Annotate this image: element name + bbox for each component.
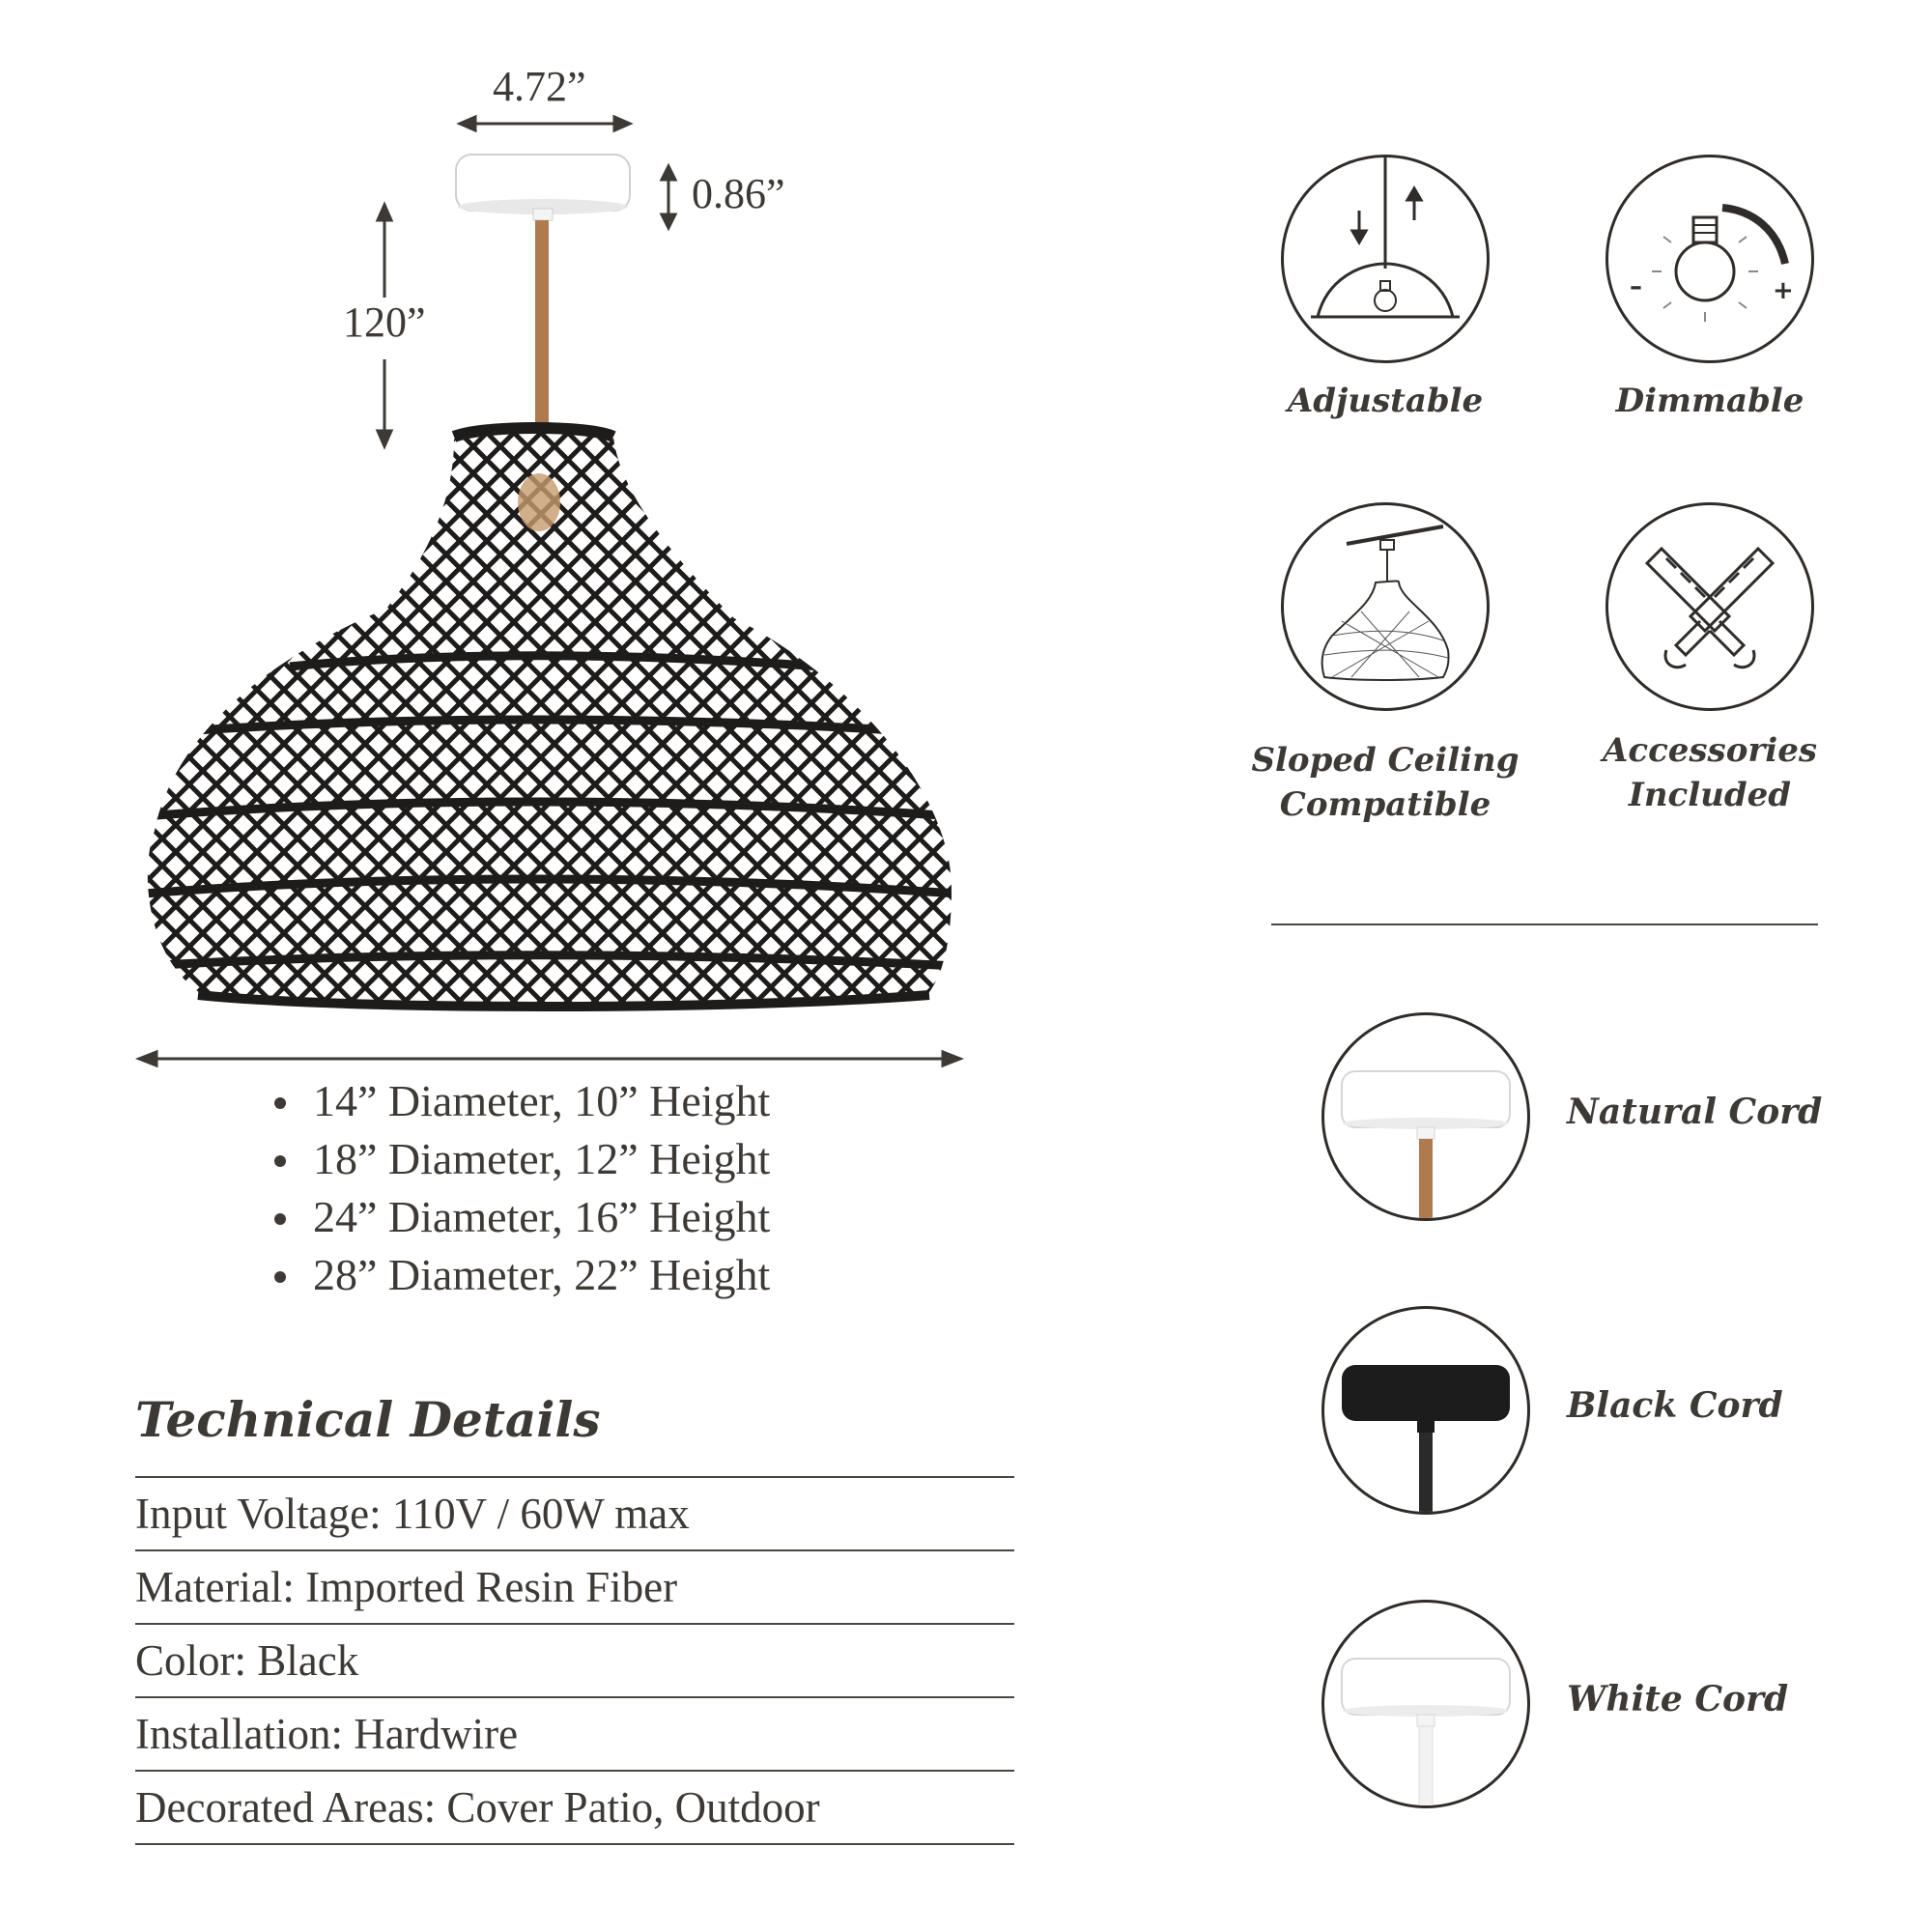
svg-text:–: – (1630, 272, 1642, 301)
table-row (135, 1625, 1014, 1698)
spec-text: Input Voltage: 110V / 60W max (135, 1490, 690, 1538)
cord-length-label: 120” (343, 298, 426, 346)
feature-label-line: Compatible (1279, 785, 1492, 824)
feature-label-line: Accessories (1603, 731, 1817, 770)
spec-text: Color: Black (135, 1636, 359, 1685)
spec-text: Installation: Hardwire (135, 1710, 519, 1758)
canopy-height-label: 0.86” (692, 170, 785, 217)
cord-label-black: Black Cord (1567, 1385, 1783, 1426)
dimmable-bulb-icon (1605, 155, 1814, 363)
table-row (135, 1772, 1014, 1845)
rattan-shade (145, 427, 956, 1008)
feature-label-line: Included (1628, 776, 1792, 814)
feature-label-sloped-ceiling (1231, 738, 1540, 827)
table-row (135, 1698, 1014, 1772)
adjustable-height-icon (1281, 155, 1490, 363)
accessories-icon (1605, 502, 1814, 711)
feature-label-accessories (1555, 728, 1864, 817)
feature-label-adjustable: Adjustable (1287, 382, 1484, 420)
size-item: 28” Diameter, 22” Height (270, 1246, 770, 1304)
cord-label-white: White Cord (1567, 1679, 1789, 1719)
cord-label-natural: Natural Cord (1567, 1092, 1823, 1132)
spec-text: Material: Imported Resin Fiber (135, 1563, 678, 1611)
technical-details-title: Technical Details (135, 1391, 601, 1448)
size-list (270, 1072, 770, 1304)
canopy-width-arrow (460, 117, 630, 130)
white-cord-swatch (1321, 1600, 1530, 1808)
natural-cord-swatch (1321, 1012, 1530, 1221)
pendant-light-illustration (0, 0, 995, 1072)
black-cord-swatch (1321, 1306, 1530, 1515)
sloped-ceiling-icon (1281, 502, 1490, 711)
canopy-width-label: 4.72” (493, 63, 586, 110)
spec-text: Decorated Areas: Cover Patio, Outdoor (135, 1783, 820, 1832)
size-item: 24” Diameter, 16” Height (270, 1188, 770, 1246)
svg-text:+: + (1773, 276, 1794, 305)
size-item: 14” Diameter, 10” Height (270, 1072, 770, 1130)
feature-label-dimmable: Dimmable (1615, 382, 1804, 420)
size-item: 18” Diameter, 12” Height (270, 1130, 770, 1188)
canopy-height-arrow (662, 166, 675, 228)
feature-label-line: Sloped Ceiling (1251, 741, 1520, 780)
diameter-arrow (139, 1052, 960, 1065)
technical-details-table (135, 1476, 1014, 1845)
canopy (456, 155, 630, 220)
section-divider (1271, 923, 1818, 925)
natural-cord (535, 220, 549, 431)
table-row (135, 1551, 1014, 1625)
table-row (135, 1478, 1014, 1551)
